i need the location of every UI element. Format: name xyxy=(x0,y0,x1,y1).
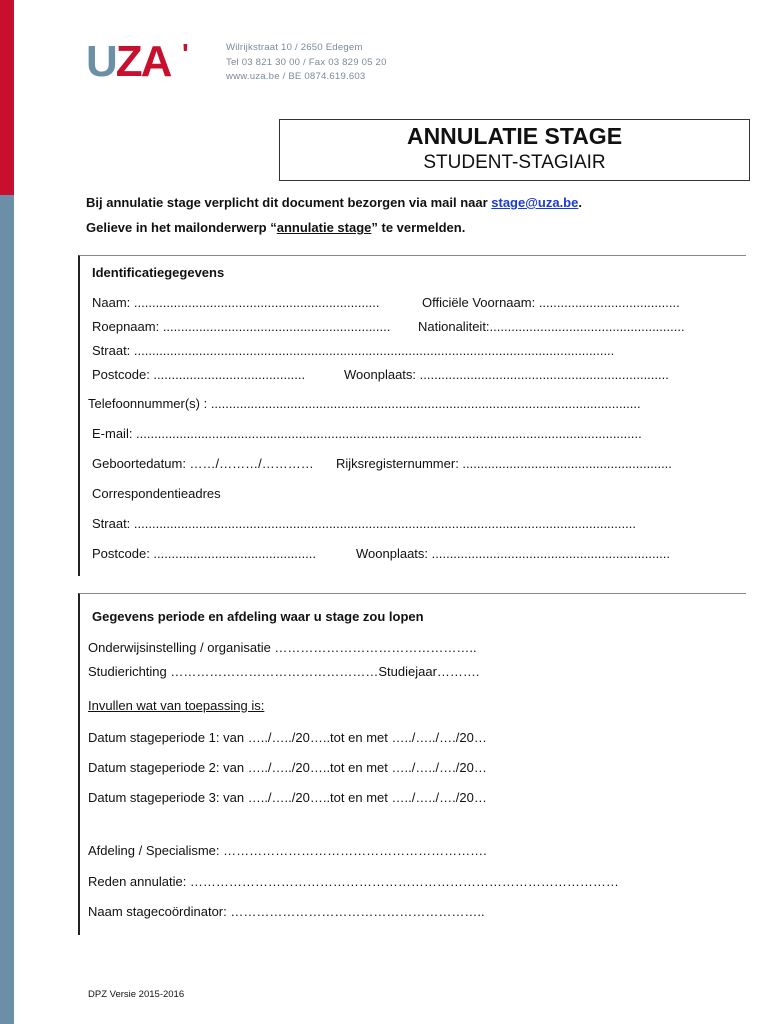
phone-line: Tel 03 821 30 00 / Fax 03 829 05 20 xyxy=(226,56,387,68)
roepnaam-field[interactable]: Roepnaam: ............................................................... xyxy=(92,319,391,334)
intro-line-1 xyxy=(86,195,582,210)
nationaliteit-field[interactable]: Nationaliteit:...................................................... xyxy=(418,319,685,334)
voornaam-field[interactable]: Officiële Voornaam: ....................................... xyxy=(422,295,680,310)
document-title: ANNULATIE STAGE xyxy=(406,123,623,149)
identification-heading: Identificatiegegevens xyxy=(92,265,225,280)
datum1-field[interactable]: Datum stageperiode 1: van …../…../20…..tot en met …../…../…./20… xyxy=(88,730,487,745)
telefoon-field[interactable]: Telefoonnummer(s) : ....................................................................................................................... xyxy=(88,396,641,411)
correspondentie-label: Correspondentieadres xyxy=(92,486,221,501)
period-heading: Gegevens periode en afdeling waar u stage zou lopen xyxy=(92,609,424,624)
coordinator-field[interactable]: Naam stagecoördinator: ………………………………………………….. xyxy=(88,904,485,919)
reden-field[interactable]: Reden annulatie: ……………………………………………………………………………………… xyxy=(88,874,619,889)
title-box xyxy=(279,119,750,181)
naam-field[interactable]: Naam: .................................................................... xyxy=(92,295,380,310)
postcode2-field[interactable]: Postcode: ............................................. xyxy=(92,546,316,561)
intro-text: Gelieve in het mailonderwerp “ xyxy=(86,220,277,235)
afdeling-field[interactable]: Afdeling / Specialisme: ……………………………………………………. xyxy=(88,843,487,858)
intro-text: Bij annulatie stage verplicht dit document bezorgen via mail naar xyxy=(86,195,492,210)
woonplaats-field[interactable]: Woonplaats: ..................................................................... xyxy=(344,367,669,382)
woonplaats2-field[interactable]: Woonplaats: .................................................................. xyxy=(356,546,671,561)
blue-side-band xyxy=(0,195,14,1024)
datum3-field[interactable]: Datum stageperiode 3: van …../…../20…..tot en met …../…../…./20… xyxy=(88,790,487,805)
website-line: www.uza.be / BE 0874.619.603 xyxy=(226,71,366,82)
studierichting-field[interactable]: Studierichting …………………………………………Studiejaar………. xyxy=(88,664,480,679)
straat2-field[interactable]: Straat: ........................................................................................................................................... xyxy=(92,516,636,531)
address-line: Wilrijkstraat 10 / 2650 Edegem xyxy=(226,42,363,53)
intro-suffix: ” te vermelden. xyxy=(371,220,466,235)
red-side-band xyxy=(0,0,14,195)
subject-text: annulatie stage xyxy=(276,220,372,235)
document-subtitle: STUDENT-STAGIAIR xyxy=(423,152,606,173)
rijksregister-field[interactable]: Rijksregisternummer: .......................................................... xyxy=(336,456,672,471)
uza-logo: UZA ʹ xyxy=(86,37,189,86)
email-field[interactable]: E-mail: ............................................................................................................................................ xyxy=(92,426,642,441)
address-block xyxy=(226,41,387,85)
footer-version: DPZ Versie 2015-2016 xyxy=(88,989,185,1000)
intro-line-2 xyxy=(86,220,465,235)
invullen-label: Invullen wat van toepassing is: xyxy=(88,698,265,713)
geboortedatum-field[interactable]: Geboortedatum: ……/………/………… xyxy=(92,456,314,471)
postcode-field[interactable]: Postcode: .......................................... xyxy=(92,367,306,382)
straat-field[interactable]: Straat: ..................................................................................................................................... xyxy=(92,343,615,358)
onderwijsinstelling-field[interactable]: Onderwijsinstelling / organisatie ……………………………………….. xyxy=(88,640,477,655)
datum2-field[interactable]: Datum stageperiode 2: van …../…../20…..tot en met …../…../…./20… xyxy=(88,760,487,775)
email-link[interactable]: stage@uza.be xyxy=(491,195,579,210)
intro-suffix: . xyxy=(578,195,582,210)
